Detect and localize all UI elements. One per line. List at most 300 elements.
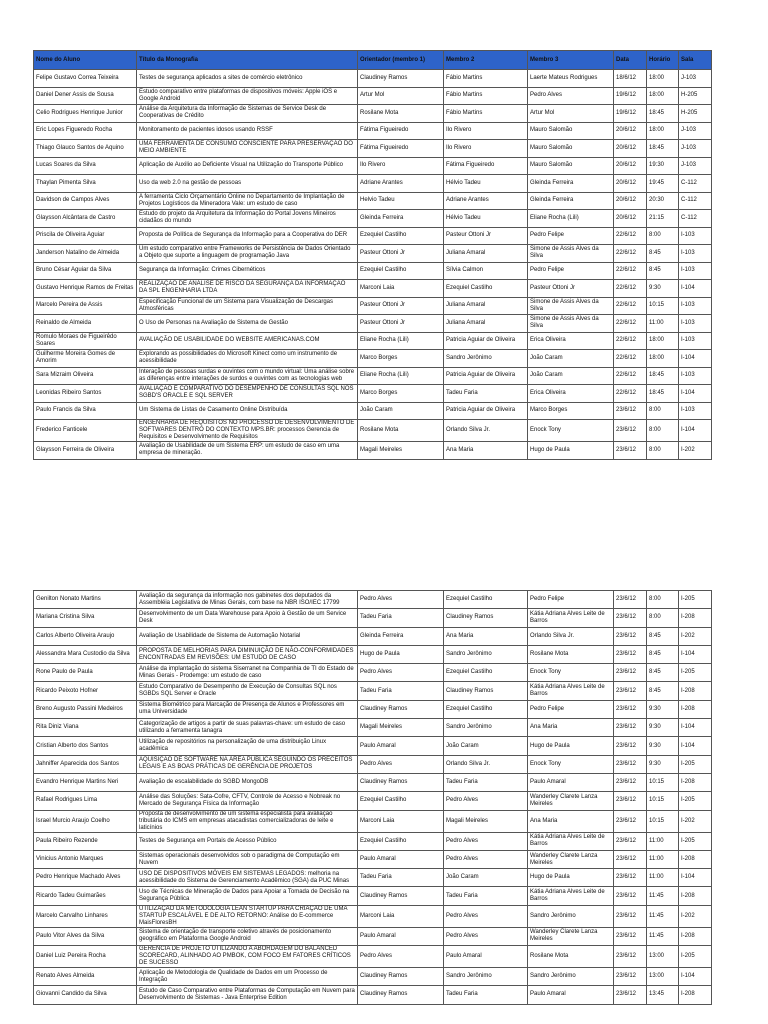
room-cell: H-205 (679, 87, 712, 105)
thesis-title-cell: Proposta de desenvolvimento de um sistema especialista para avaliação tributária do ICMS em empresas atacadistas comercializadoras de leite e laticínios (137, 810, 358, 832)
thesis-title-cell: Interação de pessoas surdas e ouvintes com o mundo virtual: Uma análise sobre as diferenças entre interações de surdos e ouvintes com as tecnologias web (137, 367, 358, 385)
time-cell: 13:00 (647, 968, 679, 986)
advisor-cell: Ezequiel Castilho (358, 227, 444, 245)
member2-cell: Ezequiel Castilho (444, 664, 528, 682)
student-name-cell: Felipe Gustavo Correa Teixeira (34, 70, 137, 88)
time-cell: 18:45 (647, 105, 679, 123)
thesis-title-cell: Segurança da Informação: Crimes Cibernéticos (137, 262, 358, 280)
member2-cell: Sandro Jerônimo (444, 350, 528, 368)
date-cell: 20/6/12 (614, 140, 647, 158)
member3-cell: Orlando Silva Jr. (528, 627, 614, 645)
member2-cell: Orlando Silva Jr. (444, 420, 528, 442)
thesis-title-cell: Estudo Comparativo de Desempenho de Execução de Consultas SQL nos SGBDs SQL Server e Oracle (137, 682, 358, 700)
table-row (34, 869, 712, 887)
time-cell: 11:00 (647, 850, 679, 868)
date-cell: 23/6/12 (614, 402, 647, 420)
table-row (34, 280, 712, 298)
date-cell: 22/6/12 (614, 262, 647, 280)
room-cell: I-103 (679, 402, 712, 420)
student-name-cell: Daniel Luiz Pereira Rocha (34, 946, 137, 968)
thesis-title-cell: Estudo de Caso Comparativo entre Plataformas de Computação em Nuvem para Desenvolvimento de Sistemas - Java Enterprise Edition (137, 986, 358, 1004)
thesis-title-cell: ENGENHARIA DE REQUISITOS NO PROCESSO DE DESENVOLVIMENTO DE SOFTWARES DENTRO DO CONTEXTO MPS.BR: processos Gerencia de Requisitos e Desenvolvimento de Requisitos (137, 420, 358, 442)
room-cell: I-205 (679, 664, 712, 682)
thesis-title-cell: USO DE DISPOSITIVOS MÓVEIS EM SISTEMAS LEGADOS: melhoria na acessibilidade do Sistema de Gerenciamento Acadêmico (SGA) da PUC Minas (137, 869, 358, 887)
table-row (34, 262, 712, 280)
table-row (34, 905, 712, 927)
room-cell: I-208 (679, 700, 712, 718)
time-cell: 11:45 (647, 887, 679, 905)
thesis-title-cell: AQUISIÇÃO DE SOFTWARE NA ÁREA PÚBLICA SEGUINDO OS PRECEITOS LEGAIS E AS BOAS PRÁTICAS DE GERÊNCIA DE PROJETOS (137, 755, 358, 773)
student-name-cell: Lucas Soares da Silva (34, 157, 137, 175)
time-cell: 8:00 (647, 227, 679, 245)
time-cell: 18:00 (647, 350, 679, 368)
student-name-cell: Celio Rodrigues Henrique Junior (34, 105, 137, 123)
room-cell: I-202 (679, 442, 712, 460)
table-row (34, 773, 712, 791)
time-cell: 8:00 (647, 402, 679, 420)
advisor-cell: Pedro Alves (358, 755, 444, 773)
advisor-cell: Pasteur Ottoni Jr (358, 315, 444, 333)
table-row (34, 645, 712, 663)
table-row (34, 682, 712, 700)
advisor-cell: Tadeu Faria (358, 609, 444, 627)
advisor-cell: Marconi Laia (358, 905, 444, 927)
column-header-member2: Membro 2 (444, 51, 528, 70)
advisor-cell: Claudiney Ramos (358, 986, 444, 1004)
time-cell: 10:15 (647, 792, 679, 810)
member3-cell: Kátia Adriana Alves Leite de Barros (528, 609, 614, 627)
member3-cell: Pasteur Ottoni Jr (528, 280, 614, 298)
member3-cell: Paulo Amaral (528, 986, 614, 1004)
member3-cell: Hugo de Paula (528, 442, 614, 460)
member3-cell: João Caram (528, 367, 614, 385)
member3-cell: Mauro Salomão (528, 157, 614, 175)
student-name-cell: Israel Murcio Araujo Coelho (34, 810, 137, 832)
student-name-cell: Cristian Alberto dos Santos (34, 737, 137, 755)
time-cell: 8:45 (647, 262, 679, 280)
thesis-title-cell: Sistema Biométrico para Marcação de Presença de Alunos e Professores em uma Universidade (137, 700, 358, 718)
student-name-cell: Gustavo Henrique Ramos de Freitas (34, 280, 137, 298)
table-body (34, 70, 712, 460)
table-row (34, 591, 712, 609)
member3-cell: João Caram (528, 350, 614, 368)
student-name-cell: Evandro Henrique Martins Neri (34, 773, 137, 791)
advisor-cell: Marco Borges (358, 385, 444, 403)
schedule-table-2 (33, 590, 712, 1005)
student-name-cell: Renato Alves Almeida (34, 968, 137, 986)
member2-cell: Sílvia Calmon (444, 262, 528, 280)
time-cell: 13:45 (647, 986, 679, 1004)
table-row (34, 70, 712, 88)
thesis-title-cell: Análise da Arquitetura da Informação de Sistemas de Service Desk de Cooperativas de Crédito (137, 105, 358, 123)
table-row (34, 968, 712, 986)
advisor-cell: Pasteur Ottoni Jr (358, 297, 444, 315)
date-cell: 23/6/12 (614, 905, 647, 927)
table-row (34, 792, 712, 810)
table-row (34, 350, 712, 368)
advisor-cell: Magali Meireles (358, 719, 444, 737)
member3-cell: Gleinda Ferreira (528, 192, 614, 210)
column-header-student-name: Nome do Aluno (34, 51, 137, 70)
student-name-cell: Thiago Glauco Santos de Aquino (34, 140, 137, 158)
member2-cell: Fábio Martins (444, 87, 528, 105)
advisor-cell: Pedro Alves (358, 591, 444, 609)
date-cell: 23/6/12 (614, 645, 647, 663)
date-cell: 20/6/12 (614, 175, 647, 193)
member2-cell: Sandro Jerônimo (444, 968, 528, 986)
thesis-title-cell: PROPOSTA DE MELHORIAS PARA DIMINUIÇÃO DE NÃO-CONFORMIDADES ENCONTRADAS EM REVISÕES: UM ESTUDO DE CASO (137, 645, 358, 663)
member3-cell: Laerte Mateus Rodrigues (528, 70, 614, 88)
room-cell: I-104 (679, 968, 712, 986)
member2-cell: Juliana Amaral (444, 297, 528, 315)
room-cell: I-103 (679, 245, 712, 263)
student-name-cell: Giovanni Candido da Silva (34, 986, 137, 1004)
thesis-title-cell: Sistema de orientação de transporte coletivo através de posicionamento geográfico em Plataforma Google Android (137, 927, 358, 945)
member2-cell: Paulo Amaral (444, 946, 528, 968)
advisor-cell: Paulo Amaral (358, 850, 444, 868)
member3-cell: Mauro Salomão (528, 140, 614, 158)
table-row (34, 385, 712, 403)
member2-cell: Claudiney Ramos (444, 609, 528, 627)
room-cell: J-103 (679, 140, 712, 158)
table-row (34, 755, 712, 773)
advisor-cell: Ezequiel Castilho (358, 262, 444, 280)
table-row (34, 332, 712, 350)
time-cell: 11:00 (647, 315, 679, 333)
member2-cell: Fábio Martins (444, 105, 528, 123)
column-header-thesis-title: Título da Monografia (137, 51, 358, 70)
column-header-date: Data (614, 51, 647, 70)
table-row (34, 140, 712, 158)
member2-cell: Juliana Amaral (444, 315, 528, 333)
date-cell: 22/6/12 (614, 367, 647, 385)
table-row (34, 227, 712, 245)
advisor-cell: Tadeu Faria (358, 682, 444, 700)
member3-cell: Simone de Assis Alves da Silva (528, 297, 614, 315)
student-name-cell: Breno Augusto Passini Medeiros (34, 700, 137, 718)
student-name-cell: Glaysson Ferreira de Oliveira (34, 442, 137, 460)
room-cell: I-208 (679, 927, 712, 945)
member2-cell: João Caram (444, 737, 528, 755)
member2-cell: Tadeu Faria (444, 385, 528, 403)
date-cell: 23/6/12 (614, 773, 647, 791)
member2-cell: Ilo Rivero (444, 122, 528, 140)
room-cell: I-103 (679, 227, 712, 245)
room-cell: I-104 (679, 645, 712, 663)
thesis-title-cell: Análise da implantação do sistema Siserranet na Companhia de TI do Estado de Minas Gerais - Prodemge: um estudo de caso (137, 664, 358, 682)
room-cell: I-202 (679, 627, 712, 645)
table-row (34, 664, 712, 682)
member2-cell: Sandro Jerônimo (444, 719, 528, 737)
thesis-title-cell: Avaliação de escalabilidade do SGBD MongoDB (137, 773, 358, 791)
thesis-title-cell: Avaliação da segurança da informação nos gabinetes dos deputados da Assembléia Legislativa de Minas Gerais, com base na NBR ISO/IEC 17799 (137, 591, 358, 609)
room-cell: I-104 (679, 737, 712, 755)
member3-cell: Wanderley Clarete Lanza Meireles (528, 792, 614, 810)
member2-cell: Sandro Jerônimo (444, 645, 528, 663)
room-cell: I-103 (679, 262, 712, 280)
student-name-cell: Eric Lopes Figueredo Rocha (34, 122, 137, 140)
date-cell: 22/6/12 (614, 350, 647, 368)
thesis-title-cell: AVALIAÇÃO E COMPARATIVO DO DESEMPENHO DE CONSULTAS SQL NOS SGBD'S ORACLE E SQL SERVER (137, 385, 358, 403)
time-cell: 18:45 (647, 385, 679, 403)
room-cell: I-104 (679, 719, 712, 737)
date-cell: 22/6/12 (614, 245, 647, 263)
advisor-cell: Claudiney Ramos (358, 700, 444, 718)
member2-cell: Juliana Amaral (444, 245, 528, 263)
room-cell: I-202 (679, 905, 712, 927)
student-name-cell: Bruno César Aguiar da Silva (34, 262, 137, 280)
advisor-cell: Gleinda Ferreira (358, 627, 444, 645)
advisor-cell: João Caram (358, 402, 444, 420)
member2-cell: Patricia Aguiar de Oliveira (444, 402, 528, 420)
thesis-title-cell: Aplicação de Auxilio ao Deficiente Visual na Utilização do Transporte Público (137, 157, 358, 175)
student-name-cell: Ricardo Tadeu Guimarães (34, 887, 137, 905)
time-cell: 19:30 (647, 157, 679, 175)
time-cell: 8:45 (647, 682, 679, 700)
member2-cell: Tadeu Faria (444, 887, 528, 905)
room-cell: I-205 (679, 792, 712, 810)
member3-cell: Sandro Jerônimo (528, 905, 614, 927)
room-cell: J-103 (679, 122, 712, 140)
member2-cell: Tadeu Faria (444, 773, 528, 791)
student-name-cell: Mariana Cristina Silva (34, 609, 137, 627)
student-name-cell: Genilton Nonato Martins (34, 591, 137, 609)
time-cell: 20:30 (647, 192, 679, 210)
time-cell: 11:00 (647, 869, 679, 887)
advisor-cell: Claudiney Ramos (358, 773, 444, 791)
date-cell: 23/6/12 (614, 420, 647, 442)
column-header-time: Horário (647, 51, 679, 70)
time-cell: 8:45 (647, 627, 679, 645)
advisor-cell: Tadeu Faria (358, 869, 444, 887)
advisor-cell: Hugo de Paula (358, 645, 444, 663)
thesis-title-cell: Testes de Segurança em Portais de Acesso Público (137, 832, 358, 850)
member3-cell: Sandro Jerônimo (528, 968, 614, 986)
room-cell: C-112 (679, 192, 712, 210)
table-row (34, 297, 712, 315)
date-cell: 23/6/12 (614, 682, 647, 700)
room-cell: H-205 (679, 105, 712, 123)
date-cell: 23/6/12 (614, 627, 647, 645)
room-cell: I-208 (679, 609, 712, 627)
room-cell: I-103 (679, 315, 712, 333)
thesis-title-cell: Sistemas operacionais desenvolvidos sob o paradigma de Computação em Nuvem (137, 850, 358, 868)
date-cell: 23/6/12 (614, 719, 647, 737)
date-cell: 23/6/12 (614, 700, 647, 718)
date-cell: 22/6/12 (614, 315, 647, 333)
student-name-cell: Leonidas Ribeiro Santos (34, 385, 137, 403)
room-cell: I-103 (679, 367, 712, 385)
student-name-cell: Reinaldo de Almeida (34, 315, 137, 333)
table-row (34, 700, 712, 718)
student-name-cell: Paulo Vitor Alves da Silva (34, 927, 137, 945)
thesis-title-cell: Uso da web 2.0 na gestão de pessoas (137, 175, 358, 193)
member2-cell: Fátima Figueiredo (444, 157, 528, 175)
member3-cell: Pedro Alves (528, 87, 614, 105)
student-name-cell: Thaylan Pimenta Silva (34, 175, 137, 193)
table-row (34, 887, 712, 905)
table-row (34, 609, 712, 627)
advisor-cell: Pasteur Ottoni Jr (358, 245, 444, 263)
student-name-cell: Glaysson Alcântara de Castro (34, 210, 137, 228)
member2-cell: Hélvio Tadeu (444, 175, 528, 193)
advisor-cell: Rosilane Mota (358, 420, 444, 442)
date-cell: 23/6/12 (614, 968, 647, 986)
student-name-cell: Romulo Moraes de Figueirêdo Soares (34, 332, 137, 350)
room-cell: J-103 (679, 157, 712, 175)
member3-cell: Wanderley Clarete Lanza Meireles (528, 927, 614, 945)
member3-cell: Erica Oliveira (528, 385, 614, 403)
member2-cell: Ezequiel Castilho (444, 591, 528, 609)
room-cell: I-205 (679, 832, 712, 850)
member3-cell: Ana Maria (528, 810, 614, 832)
member3-cell: Enock Tony (528, 420, 614, 442)
date-cell: 23/6/12 (614, 986, 647, 1004)
thesis-title-cell: Aplicação de Metodologia de Qualidade de Dados em um Processo de Integração (137, 968, 358, 986)
member3-cell: Eliane Rocha (Lili) (528, 210, 614, 228)
table-body (34, 591, 712, 1005)
date-cell: 20/6/12 (614, 210, 647, 228)
member2-cell: Ana Maria (444, 627, 528, 645)
member2-cell: Adriane Arantes (444, 192, 528, 210)
thesis-title-cell: Desenvolvimento de um Data Warehouse para Apoio à Gestão de um Service Desk (137, 609, 358, 627)
room-cell: C-112 (679, 210, 712, 228)
student-name-cell: Alessandra Mara Custodio da Silva (34, 645, 137, 663)
room-cell: I-104 (679, 280, 712, 298)
time-cell: 21:15 (647, 210, 679, 228)
thesis-title-cell: Especificação Funcional de um Sistema para Visualização de Descargas Atmosféricas (137, 297, 358, 315)
time-cell: 8:45 (647, 664, 679, 682)
date-cell: 23/6/12 (614, 946, 647, 968)
table-row (34, 245, 712, 263)
table-row (34, 367, 712, 385)
time-cell: 9:30 (647, 719, 679, 737)
member2-cell: Patricia Aguiar de Oliveira (444, 332, 528, 350)
thesis-title-cell: O Uso de Personas na Avaliação de Sistema de Gestão (137, 315, 358, 333)
date-cell: 20/6/12 (614, 157, 647, 175)
member3-cell: Mauro Salomão (528, 122, 614, 140)
advisor-cell: Fátima Figueiredo (358, 122, 444, 140)
advisor-cell: Claudiney Ramos (358, 70, 444, 88)
date-cell: 23/6/12 (614, 591, 647, 609)
table-row (34, 986, 712, 1004)
thesis-title-cell: Testes de segurança aplicados a sites de comércio eletrônico (137, 70, 358, 88)
advisor-cell: Paulo Amaral (358, 927, 444, 945)
thesis-title-cell: Utilização de repositórios na personalização de uma distribuição Linux acadêmica (137, 737, 358, 755)
time-cell: 18:45 (647, 367, 679, 385)
room-cell: I-208 (679, 986, 712, 1004)
advisor-cell: Claudiney Ramos (358, 968, 444, 986)
room-cell: J-103 (679, 70, 712, 88)
advisor-cell: Eliane Rocha (Lili) (358, 367, 444, 385)
date-cell: 23/6/12 (614, 850, 647, 868)
thesis-title-cell: Análise das Soluções: Sata-Cofre, CFTV, Controle de Acesso e Nobreak no Mercado de Segurança Física da Informação (137, 792, 358, 810)
member2-cell: Magali Meireles (444, 810, 528, 832)
date-cell: 23/6/12 (614, 869, 647, 887)
table-row (34, 420, 712, 442)
room-cell: I-104 (679, 385, 712, 403)
table-row (34, 175, 712, 193)
date-cell: 22/6/12 (614, 332, 647, 350)
room-cell: I-202 (679, 810, 712, 832)
student-name-cell: Daniel Dener Assis de Sousa (34, 87, 137, 105)
thesis-title-cell: Categorização de artigos a partir de suas palavras-chave: um estudo de caso utilizando a ferramenta tanagra (137, 719, 358, 737)
time-cell: 19:45 (647, 175, 679, 193)
table-row (34, 87, 712, 105)
time-cell: 13:00 (647, 946, 679, 968)
member2-cell: Ana Maria (444, 442, 528, 460)
date-cell: 22/6/12 (614, 385, 647, 403)
member2-cell: Hélvio Tadeu (444, 210, 528, 228)
room-cell: I-205 (679, 755, 712, 773)
time-cell: 9:30 (647, 280, 679, 298)
thesis-title-cell: Proposta de Política de Segurança da Informação para a Cooperativa do DER (137, 227, 358, 245)
member2-cell: Claudiney Ramos (444, 682, 528, 700)
advisor-cell: Claudiney Ramos (358, 887, 444, 905)
student-name-cell: Marcelo Pereira de Assis (34, 297, 137, 315)
table-row (34, 402, 712, 420)
time-cell: 8:00 (647, 420, 679, 442)
thesis-title-cell: Avaliação de Usabilidade de um Sistema ERP: um estudo de caso em uma empresa de mineração. (137, 442, 358, 460)
column-header-advisor: Orientador (membro 1) (358, 51, 444, 70)
thesis-title-cell: Monitoramento de pacientes idosos usando RSSF (137, 122, 358, 140)
student-name-cell: Frederico Fanticele (34, 420, 137, 442)
thesis-title-cell: UTILIZAÇÃO DA METODOLOGIA LEAN STARTUP PARA CRIAÇÃO DE UMA STARTUP ESCALÁVEL E DE ALTO RETORNO: Análise do E-commerce MaisFloresBH (137, 905, 358, 927)
date-cell: 23/6/12 (614, 832, 647, 850)
thesis-title-cell: Um Sistema de Listas de Casamento Online Distribuída (137, 402, 358, 420)
time-cell: 18:00 (647, 70, 679, 88)
thesis-title-cell: Explorando as possibilidades do Microsoft Kinect como um instrumento de acessibilidade (137, 350, 358, 368)
student-name-cell: Priscila de Oliveira Aguiar (34, 227, 137, 245)
table-row (34, 192, 712, 210)
column-header-room: Sala (679, 51, 712, 70)
student-name-cell: Pedro Henrique Machado Alves (34, 869, 137, 887)
time-cell: 18:00 (647, 332, 679, 350)
member3-cell: Kátia Adriana Alves Leite de Barros (528, 887, 614, 905)
time-cell: 8:00 (647, 591, 679, 609)
student-name-cell: Rita Diniz Viana (34, 719, 137, 737)
member3-cell: Simone de Assis Alves da Silva (528, 245, 614, 263)
date-cell: 20/6/12 (614, 122, 647, 140)
student-name-cell: Sara Mizraim Oliveira (34, 367, 137, 385)
member2-cell: Pedro Alves (444, 792, 528, 810)
time-cell: 9:30 (647, 700, 679, 718)
room-cell: I-208 (679, 887, 712, 905)
member2-cell: João Caram (444, 869, 528, 887)
table-row (34, 946, 712, 968)
date-cell: 23/6/12 (614, 755, 647, 773)
member2-cell: Pedro Alves (444, 905, 528, 927)
member2-cell: Pasteur Ottoni Jr (444, 227, 528, 245)
member3-cell: Pedro Felipe (528, 227, 614, 245)
table-row (34, 442, 712, 460)
member2-cell: Fábio Martins (444, 70, 528, 88)
student-name-cell: Rone Paulo de Paula (34, 664, 137, 682)
date-cell: 18/6/12 (614, 70, 647, 88)
advisor-cell: Adriane Arantes (358, 175, 444, 193)
student-name-cell: Davidson de Campos Alves (34, 192, 137, 210)
table-row (34, 105, 712, 123)
student-name-cell: Rafael Rodrigues Lima (34, 792, 137, 810)
room-cell: I-103 (679, 332, 712, 350)
date-cell: 19/6/12 (614, 87, 647, 105)
time-cell: 18:45 (647, 140, 679, 158)
student-name-cell: Vinicius Antonio Marques (34, 850, 137, 868)
table-row (34, 627, 712, 645)
member3-cell: Hugo de Paula (528, 869, 614, 887)
date-cell: 23/6/12 (614, 810, 647, 832)
member3-cell: Paulo Amaral (528, 773, 614, 791)
